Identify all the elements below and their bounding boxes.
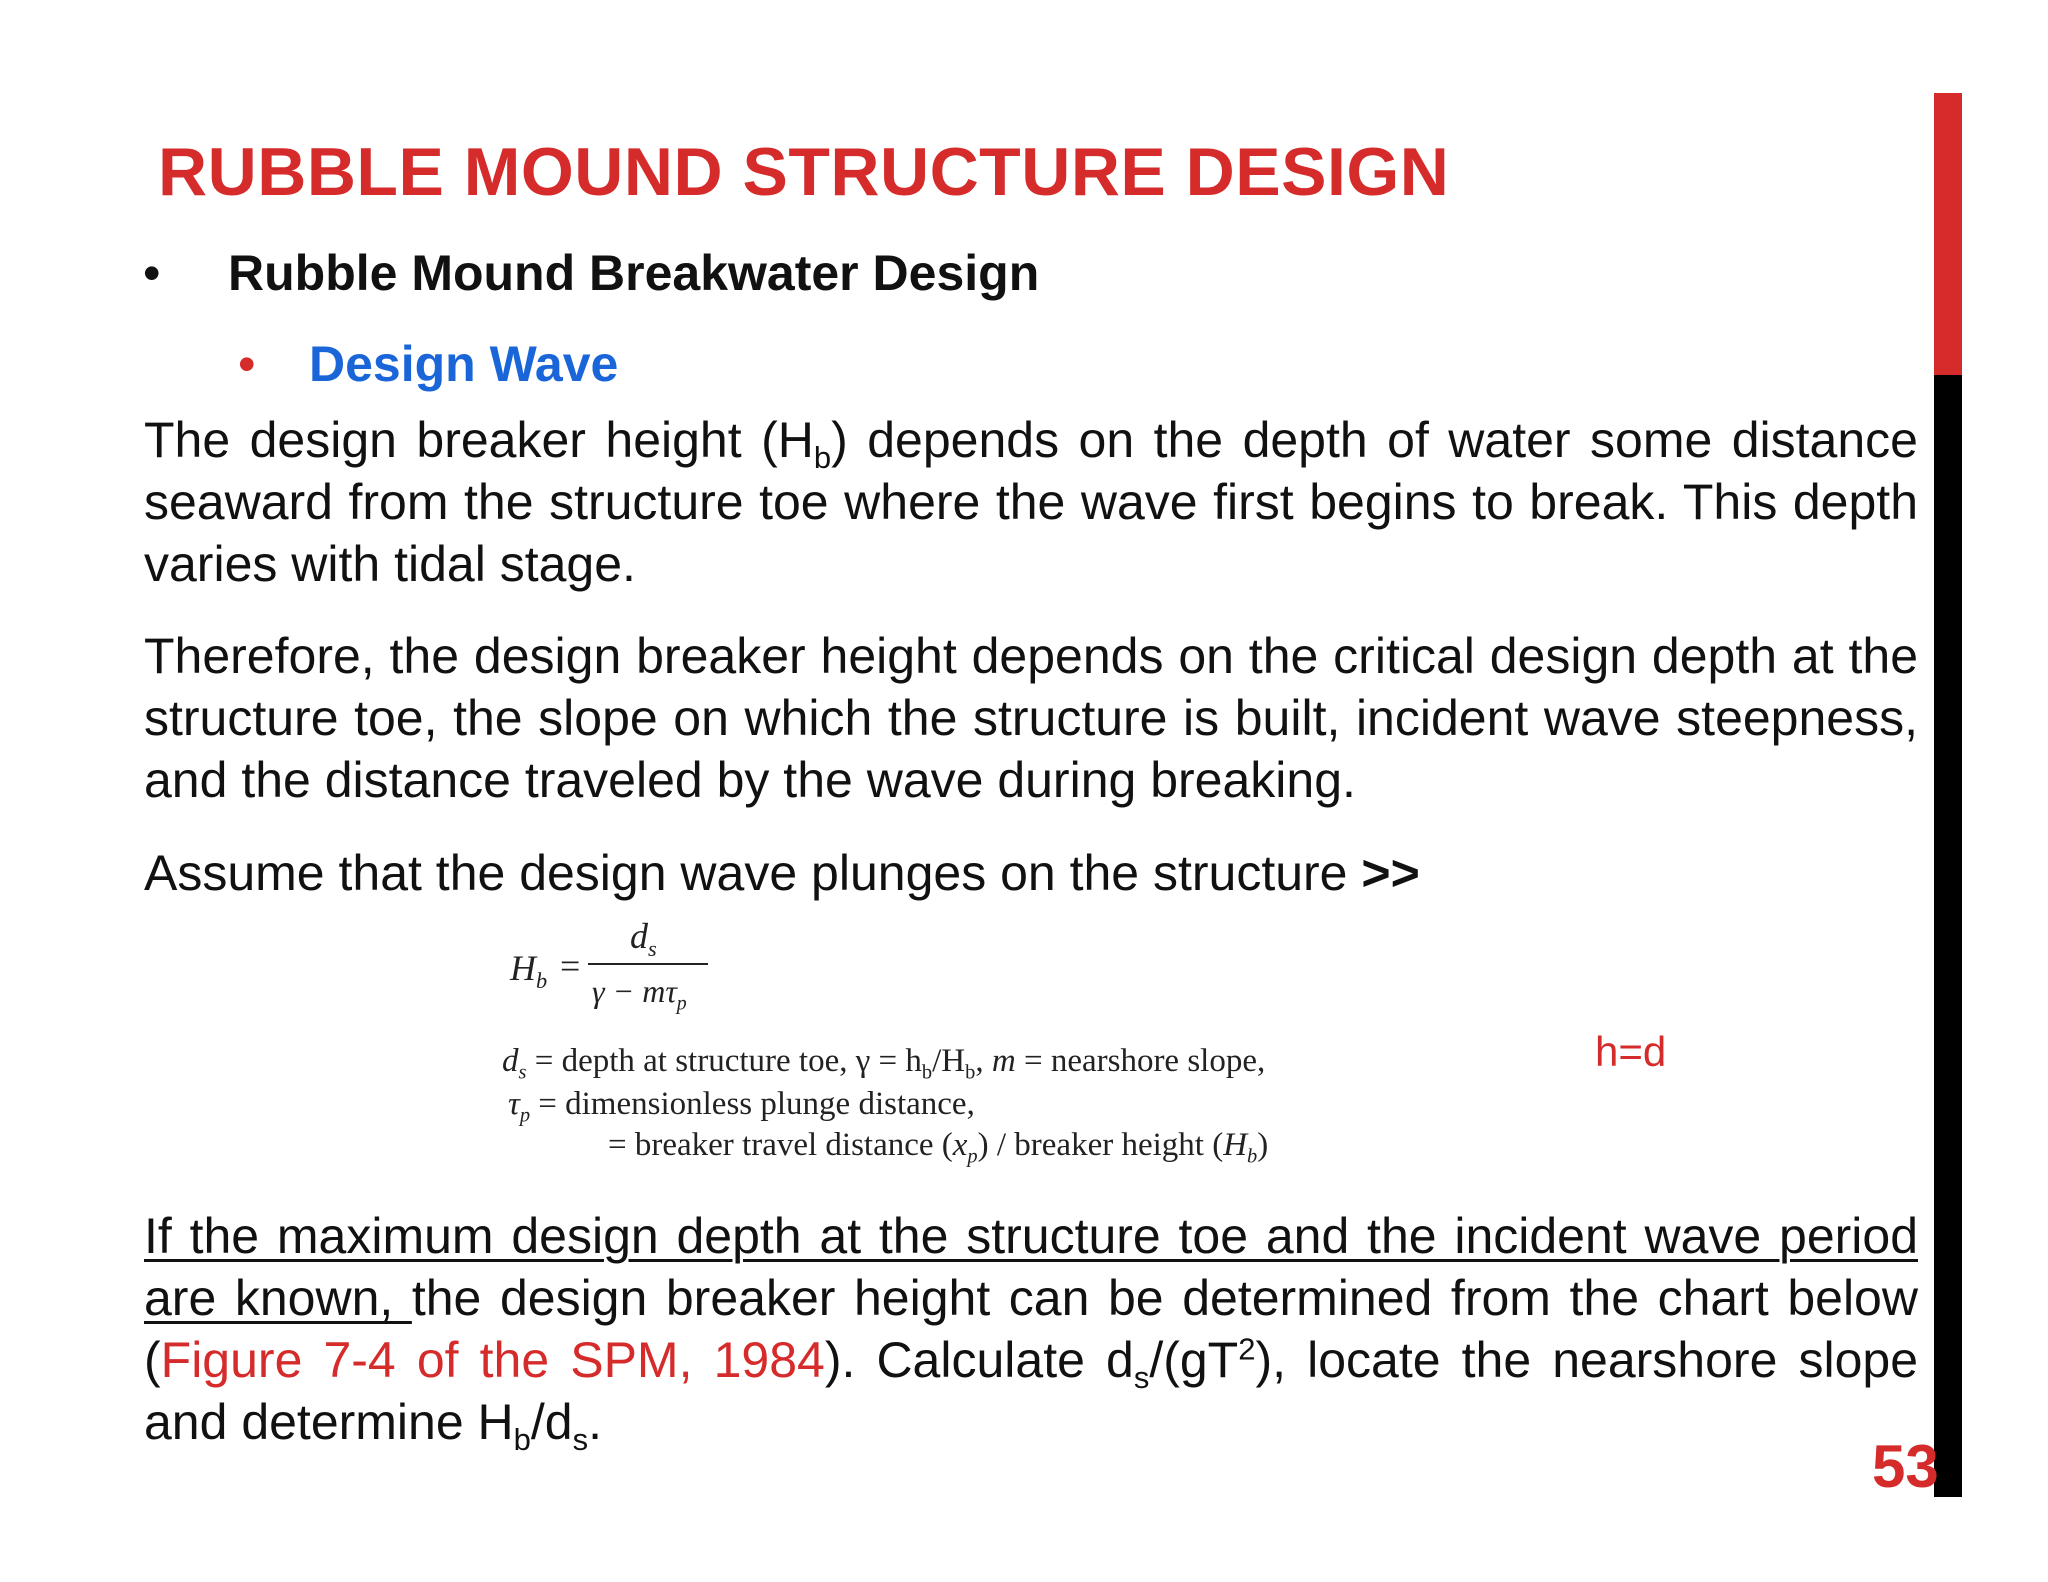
para1-text-start: The design breaker height (H xyxy=(144,412,814,468)
paragraph-breaker-height xyxy=(144,409,1918,595)
formula-lhs: $H_b$ xyxy=(510,948,548,994)
formula-definition-1: $d_s$ = depth at structure toe, $\gamma = h_b/H_b$, m = nearshore slope, xyxy=(502,1043,1266,1084)
para4-text-4: ), locate the nearshore slope and determine H xyxy=(144,1332,1919,1450)
para4-text-2: ). Calculate d xyxy=(824,1332,1134,1388)
para1-subscript: b xyxy=(813,440,832,475)
bullet-sub xyxy=(238,335,618,393)
formula-definition-3: = breaker travel distance $(x_p)$ / breaker height $(H_b)$ xyxy=(608,1127,1269,1168)
side-accent-bar-red xyxy=(1934,93,1962,375)
para1-text-end: ) depends on the depth of water some distance seaward from the structure toe where the wave first begins to break. This depth varies with tidal stage. xyxy=(144,412,1918,592)
bullet-sub-dot: • xyxy=(238,336,256,392)
para4-sup-2: 2 xyxy=(1238,1331,1256,1367)
bullet-main-text: Rubble Mound Breakwater Design xyxy=(228,245,1040,301)
formula-denominator: $\gamma - m\tau_p$ xyxy=(592,973,687,1015)
para4-underlined-text: If the maximum design depth at the structure toe and the incident wave period are known, xyxy=(144,1208,1918,1326)
para4-sub-s2: s xyxy=(572,1422,589,1457)
para4-sub-b: b xyxy=(513,1422,531,1457)
paragraph-chart-instructions xyxy=(144,1205,1919,1457)
side-accent-bar-black xyxy=(1934,375,1962,1497)
bullet-main xyxy=(143,244,1039,302)
formula-definition-2: $\tau_p$ = dimensionless plunge distance, xyxy=(508,1086,975,1127)
annotation-h-equals-d: h=d xyxy=(1595,1028,1667,1075)
para4-sub-s: s xyxy=(1133,1360,1150,1395)
para4-text-5: /d xyxy=(530,1394,573,1450)
breaker-height-formula xyxy=(490,915,1370,1175)
para4-text-6: . xyxy=(588,1394,603,1450)
bullet-sub-text: Design Wave xyxy=(309,336,619,392)
para4-text-3: /(gT xyxy=(1149,1332,1239,1388)
bullet-dot: • xyxy=(143,245,161,301)
formula-equals: = xyxy=(560,946,581,986)
para4-text: the design breaker height can be determined from the chart below ( xyxy=(144,1270,1918,1388)
figure-reference: Figure 7-4 of the SPM, 1984 xyxy=(160,1332,825,1388)
page-number: 53 xyxy=(1872,1433,1939,1500)
formula-numerator: $d_s$ xyxy=(630,916,657,962)
para3-arrow: >> xyxy=(1361,845,1420,901)
slide-title: RUBBLE MOUND STRUCTURE DESIGN xyxy=(158,134,1450,210)
fraction-bar xyxy=(588,963,708,965)
para3-text: Assume that the design wave plunges on the structure xyxy=(144,845,1362,901)
paragraph-design-depth: Therefore, the design breaker height depends on the critical design depth at the structure toe, the slope on which the structure is built, incident wave steepness, and the distance traveled by the wave during breaking. xyxy=(144,628,1918,808)
paragraph-plunge-assumption xyxy=(144,842,1918,904)
